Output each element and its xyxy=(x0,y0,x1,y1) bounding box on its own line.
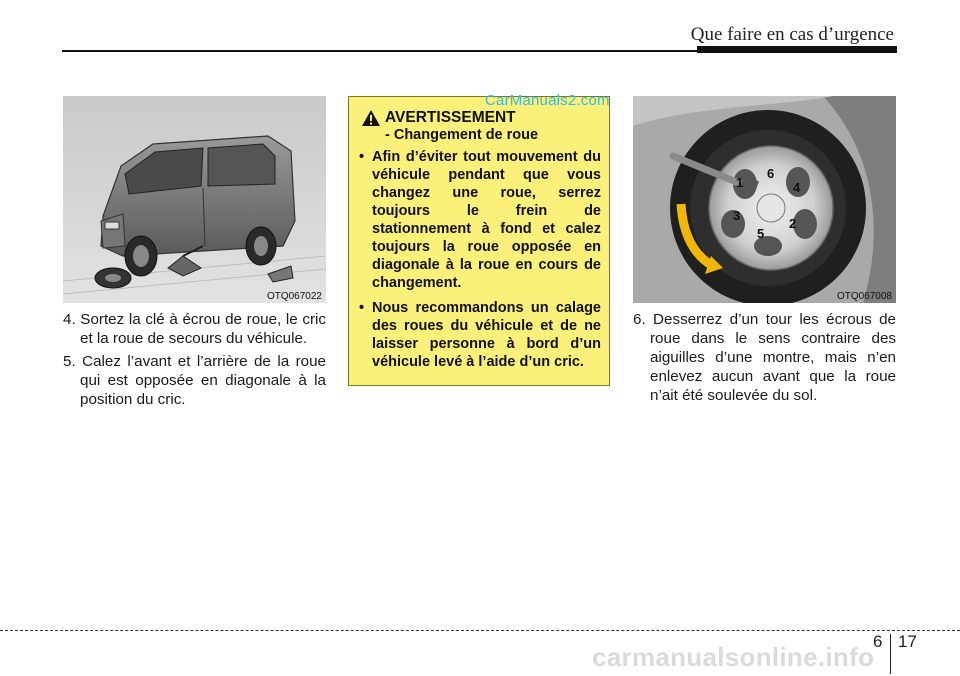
warning-box xyxy=(348,96,610,386)
nut-number: 2 xyxy=(789,216,797,231)
nut-number: 4 xyxy=(793,180,801,195)
right-steps xyxy=(633,310,896,409)
nut-number: 3 xyxy=(733,208,741,223)
step-6: 6. Desserrez d’un tour les écrous de roue dans le sens contraire des aiguilles d’une montre, mais n’en enlevez aucun avant que la roue n’ait été soulevée du sol. xyxy=(633,311,896,404)
watermark: CarManuals2.com xyxy=(485,92,610,109)
nut-number: 5 xyxy=(757,226,765,241)
figure-caption: OTQ067008 xyxy=(836,291,892,302)
van-jack-illustration xyxy=(63,96,326,303)
bullet: • xyxy=(359,149,365,165)
section-title: Que faire en cas d’urgence xyxy=(690,24,894,45)
warning-title: AVERTISSEMENT xyxy=(385,109,516,126)
figure-caption: OTQ067022 xyxy=(266,291,322,302)
footer-watermark: carmanualsonline.info xyxy=(592,642,875,672)
page-separator xyxy=(890,634,892,674)
nut-number: 6 xyxy=(767,166,775,181)
warning-item xyxy=(359,148,601,292)
warning-triangle-icon xyxy=(361,109,381,132)
header-rule-accent xyxy=(697,46,897,53)
page-number: 17 xyxy=(898,632,917,651)
warning-item-text: Afin d’éviter tout mouvement du véhicule pendant que vous changez une roue, serrez toujours le frein de stationnement à fond et calez toujours la roue opposée en diagonale à la roue en cours de changement. xyxy=(372,149,601,291)
warning-list xyxy=(359,148,601,378)
warning-item xyxy=(359,299,601,371)
warning-item-text: Nous recommandons un calage des roues du véhicule et de ne laisser personne à bord d’un véhicule levé à l’aide d’un cric. xyxy=(372,300,601,370)
step-5: 5. Calez l’avant et l’arrière de la roue qui est opposée en diagonale à la position du cric. xyxy=(63,353,326,408)
footer-rule xyxy=(0,630,960,631)
chapter-number: 6 xyxy=(873,632,883,651)
left-steps xyxy=(63,310,326,413)
bullet: • xyxy=(359,300,365,316)
warning-subtitle: - Changement de roue xyxy=(385,127,539,143)
nut-number: 1 xyxy=(736,175,744,190)
step-4: 4. Sortez la clé à écrou de roue, le cric et la roue de secours du véhicule. xyxy=(63,311,326,347)
wheel-nut-illustration xyxy=(633,96,896,303)
